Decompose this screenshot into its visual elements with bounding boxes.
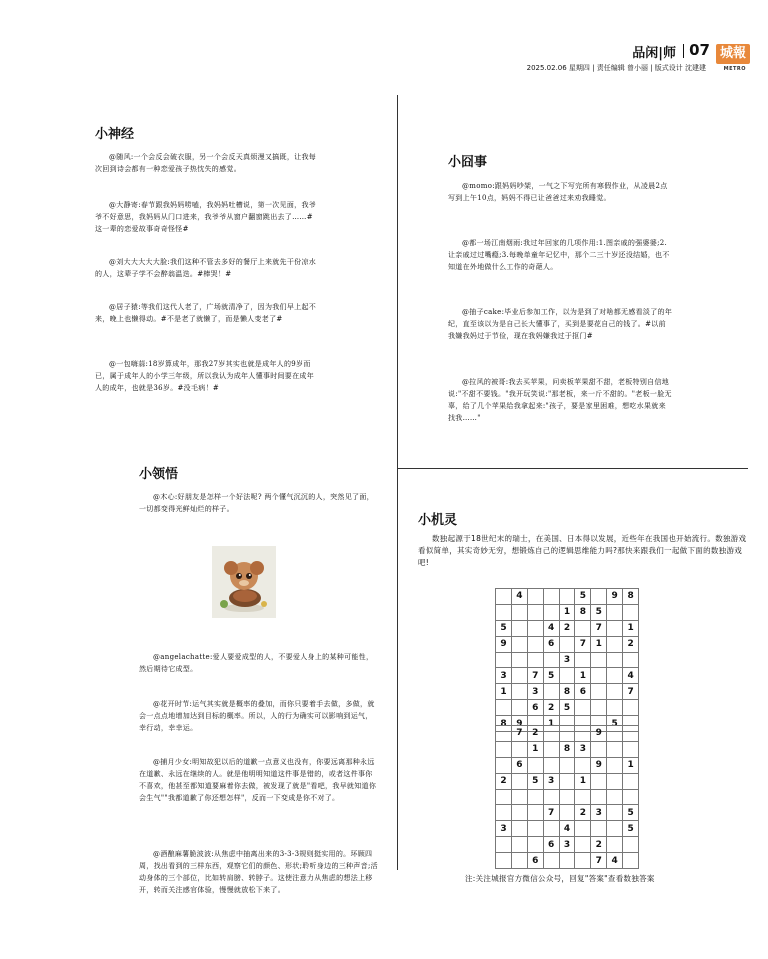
sudoku-cell (543, 726, 559, 742)
sudoku-cell: 6 (527, 853, 543, 869)
sudoku-cell: 5 (591, 604, 607, 620)
sudoku-cell: 7 (623, 684, 639, 700)
snake-mascot-icon (212, 546, 276, 618)
sudoku-row (496, 805, 639, 821)
sudoku-cell: 7 (575, 636, 591, 652)
sudoku-cell: 4 (623, 668, 639, 684)
sudoku-cell (496, 652, 512, 668)
sudoku-cell (527, 604, 543, 620)
heading-awkward: 小囧事 (448, 155, 488, 170)
sudoku-row (496, 589, 639, 605)
sudoku-cell (543, 741, 559, 757)
sudoku-cell (607, 636, 623, 652)
sudoku-cell (511, 789, 527, 805)
sudoku-cell: 1 (559, 604, 575, 620)
section-title: 品闲|师 (632, 46, 676, 61)
sudoku-row (496, 668, 639, 684)
sudoku-cell (607, 620, 623, 636)
sudoku-cell (575, 757, 591, 773)
post-insight-5: @酒酿麻薯脆波波:从焦虑中抽离出来的3-3-3规则挺实用的。环顾四周，找出看到的三样东西，观察它们的颜色、形状;聆听身边的三种声音;活动身体的三个部位，比如转肩膀、转脖子。这使注意力从焦虑的想法上移开，转而关注感官体验，慢慢就放松下来了。 (139, 850, 378, 894)
sudoku-cell: 9 (591, 757, 607, 773)
sudoku-cell (607, 741, 623, 757)
section-divider (397, 468, 748, 469)
sudoku-cell (591, 589, 607, 605)
sudoku-cell (543, 684, 559, 700)
sudoku-cell: 2 (496, 773, 512, 789)
sudoku-cell: 7 (543, 805, 559, 821)
sudoku-cell: 5 (496, 620, 512, 636)
sudoku-cell (575, 652, 591, 668)
post-nervous-1: @随风:一个会反会破衣服，另一个会反天真烦漫又搞既，让我每次回到诗会都有一种恋爱孩子热忱失的感觉。 (95, 153, 317, 173)
sudoku-intro: 数独起源于18世纪末的瑞士，在美国、日本得以发展，近些年在我国也开始流行。数独游戏看似简单，其实奇妙无穷，想锻炼自己的逻辑思维能力吗?那快来跟我们一起做下面的数独游戏吧! (418, 534, 747, 567)
post-insight-2: @angelachatte:爱人要爱成型的人，不要爱人身上的某种可能性，然后期待它成型。 (139, 653, 374, 673)
sudoku-cell (607, 805, 623, 821)
sudoku-cell (543, 589, 559, 605)
sudoku-cell (559, 805, 575, 821)
sudoku-cell (575, 726, 591, 742)
sudoku-cell (623, 789, 639, 805)
sudoku-cell: 5 (527, 773, 543, 789)
sudoku-cell (511, 853, 527, 869)
heading-clever: 小机灵 (418, 513, 458, 528)
sudoku-cell: 6 (543, 636, 559, 652)
sudoku-cell (607, 773, 623, 789)
sudoku-cell: 1 (496, 684, 512, 700)
snake-mascot-illustration (212, 546, 276, 618)
sudoku-cell: 7 (591, 853, 607, 869)
sudoku-cell: 3 (496, 821, 512, 837)
sudoku-cell: 2 (559, 620, 575, 636)
sudoku-cell (607, 757, 623, 773)
sudoku-row (496, 853, 639, 869)
sudoku-cell: 7 (591, 620, 607, 636)
sudoku-cell (543, 789, 559, 805)
column-divider (397, 95, 398, 870)
sudoku-cell: 5 (607, 716, 623, 732)
sudoku-cell (527, 652, 543, 668)
sudoku-cell (559, 789, 575, 805)
heading-insight: 小领悟 (139, 467, 179, 482)
sudoku-cell (496, 726, 512, 742)
sudoku-cell: 1 (527, 741, 543, 757)
sudoku-row (496, 741, 639, 757)
sudoku-cell: 4 (607, 853, 623, 869)
sudoku-cell (591, 668, 607, 684)
sudoku-cell (511, 604, 527, 620)
post-nervous-5: @一包嗨蒜:18岁算成年，那我27岁其实也就是成年人的9岁而已，属于成年人的小学三年级，所以我认为成年人懂事时间要在成年人的成年，也就是36岁。#没毛病！# (95, 360, 314, 392)
sudoku-cell (496, 837, 512, 853)
sudoku-cell (575, 700, 591, 716)
page-number: 07 (689, 41, 710, 59)
sudoku-cell: 2 (623, 636, 639, 652)
sudoku-cell (496, 805, 512, 821)
sudoku-cell (591, 652, 607, 668)
sudoku-row (496, 652, 639, 668)
sudoku-cell (511, 700, 527, 716)
sudoku-cell: 1 (543, 716, 559, 732)
sudoku-cell (559, 636, 575, 652)
post-insight-4: @捕月少女:明知故犯以后的道歉一点意义也没有，你要远离那种永远在道歉、永远在继续的人。就是他明明知道这件事是错的，或者这件事你不喜欢，他甚至都知道要麻着你去做，被发现了就是"看吧，我早就知道你会生气""我都道歉了你还想怎样"，反而一下变成是你不对了。 (139, 758, 377, 802)
sudoku-cell (591, 741, 607, 757)
sudoku-cell (496, 757, 512, 773)
sudoku-cell (607, 837, 623, 853)
sudoku-cell (559, 589, 575, 605)
heading-nervous: 小神经 (95, 127, 135, 142)
sudoku-cell: 3 (559, 837, 575, 853)
sudoku-cell: 3 (496, 668, 512, 684)
sudoku-cell (623, 741, 639, 757)
sudoku-cell (543, 604, 559, 620)
sudoku-cell: 2 (591, 837, 607, 853)
sudoku-cell (511, 773, 527, 789)
sudoku-cell: 3 (559, 652, 575, 668)
sudoku-cell (623, 652, 639, 668)
sudoku-cell: 5 (543, 668, 559, 684)
sudoku-cell: 4 (559, 821, 575, 837)
sudoku-cell (496, 741, 512, 757)
sudoku-cell (511, 620, 527, 636)
sudoku-cell (543, 853, 559, 869)
sudoku-cell (575, 821, 591, 837)
sudoku-cell: 5 (623, 805, 639, 821)
sudoku-cell: 8 (496, 716, 512, 732)
sudoku-cell: 9 (511, 716, 527, 732)
sudoku-cell (559, 757, 575, 773)
sudoku-cell (591, 789, 607, 805)
sudoku-cell (543, 652, 559, 668)
sudoku-cell (623, 773, 639, 789)
sudoku-cell (591, 773, 607, 789)
post-awkward-4: @拉风的被哥:我去买苹果，问卖板苹果甜不甜，老板特别自信地说:"不甜不要钱。"我开玩笑说:"那老板，来一斤不甜的。"老板一脸无辜，给了几个苹果给我拿起来:"孩子，要是家里困难，想吃水果就来找我……" (448, 378, 672, 422)
sudoku-row (496, 789, 639, 805)
sudoku-cell: 6 (527, 700, 543, 716)
sudoku-cell (607, 726, 623, 742)
sudoku-cell: 9 (591, 726, 607, 742)
sudoku-cell (527, 620, 543, 636)
sudoku-cell (623, 837, 639, 853)
sudoku-cell (511, 636, 527, 652)
issue-meta: 2025.02.06 星期四 | 责任编辑 曾小丽 | 版式设计 沈建建 (526, 64, 706, 72)
sudoku-cell (607, 821, 623, 837)
sudoku-cell (607, 652, 623, 668)
sudoku-cell (575, 837, 591, 853)
sudoku-cell: 4 (543, 620, 559, 636)
post-nervous-3: @刘大大大大大脸:我们这种不管去多好的餐厅上来就先干份凉水的人，这辈子学不会醉翁温迭。#棒哭！# (95, 258, 317, 278)
sudoku-cell (623, 700, 639, 716)
header-divider (683, 44, 684, 58)
sudoku-cell (543, 821, 559, 837)
sudoku-cell: 6 (511, 757, 527, 773)
logo-subtext: METRO (723, 66, 746, 72)
sudoku-cell (575, 853, 591, 869)
sudoku-cell: 7 (511, 726, 527, 742)
sudoku-cell (607, 684, 623, 700)
sudoku-cell: 1 (575, 773, 591, 789)
sudoku-cell: 5 (559, 700, 575, 716)
sudoku-cell (591, 700, 607, 716)
post-awkward-3: @抽子cake:毕业后参加工作，以为是到了对啥都无感看淡了的年纪，直至该以为是自己长大懂事了，买到是要花自己的钱了。#以前我嫌我妈过于节俭，现在我妈嫌我过于抠门# (448, 308, 673, 340)
sudoku-cell: 3 (527, 684, 543, 700)
sudoku-cell: 3 (591, 805, 607, 821)
sudoku-row (496, 604, 639, 620)
sudoku-cell (511, 684, 527, 700)
sudoku-cell: 7 (527, 668, 543, 684)
sudoku-cell (511, 805, 527, 821)
sudoku-cell: 2 (543, 700, 559, 716)
sudoku-cell: 8 (623, 589, 639, 605)
sudoku-cell: 5 (575, 589, 591, 605)
newspaper-logo: 城報 (716, 44, 750, 64)
sudoku-cell (527, 821, 543, 837)
sudoku-cell (623, 604, 639, 620)
sudoku-cell (559, 726, 575, 742)
sudoku-cell (559, 668, 575, 684)
sudoku-cell (496, 589, 512, 605)
sudoku-cell: 9 (496, 636, 512, 652)
sudoku-cell: 4 (511, 589, 527, 605)
sudoku-cell (511, 652, 527, 668)
sudoku-cell: 2 (527, 726, 543, 742)
sudoku-cell: 1 (575, 668, 591, 684)
sudoku-cell (527, 789, 543, 805)
sudoku-cell (511, 741, 527, 757)
sudoku-cell: 1 (591, 636, 607, 652)
sudoku-row (496, 684, 639, 700)
sudoku-cell (607, 604, 623, 620)
sudoku-cell (511, 821, 527, 837)
sudoku-row (496, 700, 639, 716)
sudoku-row (496, 620, 639, 636)
sudoku-cell (496, 789, 512, 805)
sudoku-row (496, 773, 639, 789)
sudoku-puzzle-1 (495, 588, 639, 732)
sudoku-puzzle-2 (495, 725, 639, 869)
sudoku-cell: 2 (575, 805, 591, 821)
sudoku-cell (575, 620, 591, 636)
sudoku-cell (527, 636, 543, 652)
sudoku-cell: 8 (575, 604, 591, 620)
sudoku-cell (511, 668, 527, 684)
sudoku-cell (511, 837, 527, 853)
sudoku-cell: 1 (623, 620, 639, 636)
post-awkward-1: @momo:跟妈妈吵架，一气之下写完所有寒假作业，从凌晨2点写到上午10点，妈妈不得已让爸爸过来劝我睡觉。 (448, 182, 668, 202)
sudoku-cell (559, 773, 575, 789)
sudoku-cell: 6 (543, 837, 559, 853)
sudoku-cell: 6 (575, 684, 591, 700)
sudoku-cell (575, 789, 591, 805)
sudoku-cell (607, 700, 623, 716)
post-insight-3: @花开时节:运气其实就是概率的叠加，而你只要着手去做，多做，就会一点点地增加达到目标的概率。所以，人的行为确实可以影响到运气，幸行动，幸幸运。 (139, 700, 375, 732)
sudoku-cell (496, 700, 512, 716)
sudoku-row (496, 726, 639, 742)
sudoku-cell (623, 853, 639, 869)
sudoku-row (496, 757, 639, 773)
sudoku-cell (591, 821, 607, 837)
sudoku-cell: 8 (559, 684, 575, 700)
sudoku-cell (543, 757, 559, 773)
sudoku-cell (527, 837, 543, 853)
post-nervous-4: @居子猿:等我们这代人老了，广场就清净了，因为我们早上起不来，晚上也懒得动。#不是老了就懒了，而是懒人变老了# (95, 303, 317, 323)
sudoku-cell (559, 853, 575, 869)
post-insight-1: @木心:好朋友是怎样一个好法呢? 两个懂气沉沉的人，突然见了面，一切都变得光鲜灿烂的样子。 (139, 493, 374, 513)
sudoku-cell: 1 (623, 757, 639, 773)
sudoku-cell (496, 604, 512, 620)
sudoku-cell: 5 (623, 821, 639, 837)
sudoku-cell (623, 726, 639, 742)
sudoku-cell: 3 (575, 741, 591, 757)
sudoku-cell (607, 789, 623, 805)
sudoku-cell (591, 684, 607, 700)
sudoku-cell (496, 853, 512, 869)
sudoku-row (496, 837, 639, 853)
sudoku-cell (527, 805, 543, 821)
sudoku-cell: 3 (543, 773, 559, 789)
sudoku-cell (527, 589, 543, 605)
sudoku-row (496, 636, 639, 652)
sudoku-cell: 9 (607, 589, 623, 605)
post-nervous-2: @大静寄:春节跟我妈妈唠嗑，我妈妈吐槽说，第一次见面，我爷爷不好意思，我妈妈从门口进来，我爷爷从窗户翻窗跳出去了……#这一辈的恋爱故事奇奇怪怪# (95, 201, 317, 233)
post-awkward-2: @都一场江南烟雨:我过年回家的几项作用:1.图亲戚的强婆婆;2.让亲戚过过嘴瘾;3.每晚单童年记忆中，那个二三十岁还没结婚，也不知道在外地做什么工作的奇葩人。 (448, 239, 670, 271)
sudoku-cell: 8 (559, 741, 575, 757)
sudoku-row (496, 821, 639, 837)
sudoku-cell (527, 757, 543, 773)
sudoku-cell (607, 668, 623, 684)
sudoku-answer-note: 注:关注城报官方微信公众号，回复"答案"查看数独答案 (465, 874, 655, 883)
